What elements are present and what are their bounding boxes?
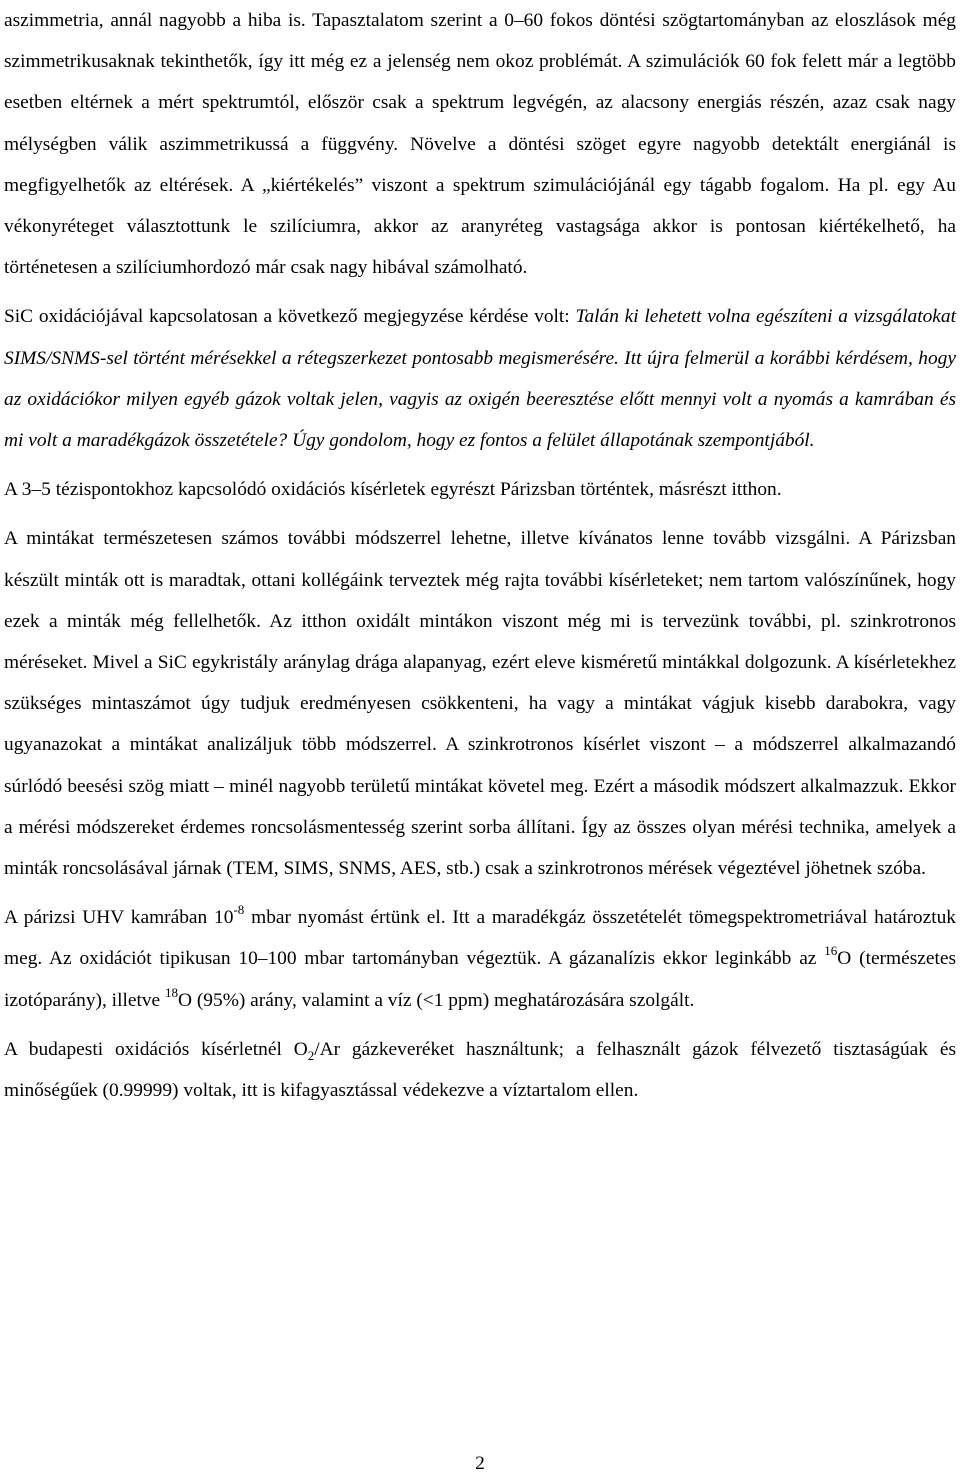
question-intro: SiC oxidációjával kapcsolatosan a következő megjegyzése kérdése volt:	[4, 306, 576, 328]
paragraph-rbs-asymmetry: aszimmetria, annál nagyobb a hiba is. Tapasztalatom szerint a 0–60 fokos döntési szögtartományban az eloszlások még szimmetrikusaknak tekinthetők, így itt még ez a jelenség nem okoz problémát. A szimulációk 60 fok felett már a legtöbb esetben eltérnek a mért spektrumtól, először csak a spektrum legvégén, az alacsony energiás részén, azaz csak nagy mélységben válik aszimmetrikussá a függvény. Növelve a döntési szöget egyre nagyobb detektált energiánál is megfigyelhetők az eltérések. A „kiértékelés” viszont a spektrum szimulációjánál egy tágabb fogalom. Ha pl. egy Au vékonyréteget választottunk le szilíciumra, akkor az aranyréteg vastagsága akkor is pontosan kiértékelhető, ha történetesen a szilíciumhordozó már csak nagy hibával számolható.	[4, 10, 956, 279]
text-run: /Ar gázkeveréket használtunk; a felhasznált gázok félvezető tisztaságúak és minőségűek (0.99999) voltak, itt is kifagyasztással védekezve a víztartalom ellen.	[4, 1038, 956, 1102]
pressure-exponent: -8	[233, 902, 245, 918]
paragraph-paris-uhv	[4, 897, 956, 1021]
paragraph-sic-oxidation-question	[4, 296, 956, 461]
text-run: A párizsi UHV kamrában 10	[4, 907, 234, 929]
paragraph-budapest-oxidation	[4, 1029, 956, 1111]
paragraph-thesis-points: A 3–5 tézispontokhoz kapcsolódó oxidációs kísérletek egyrészt Párizsban történtek, másrészt itthon.	[4, 479, 782, 501]
document-page	[4, 0, 956, 1111]
isotope-mass-16: 16	[824, 943, 838, 959]
text-run: O (természetes izotóparány), illetve	[4, 948, 957, 1011]
paragraph-further-methods: A mintákat természetesen számos további módszerrel lehetne, illetve kívánatos lenne tovább vizsgálni. A Párizsban készült minták ott is maradtak, ottani kollégáink terveztek még rajta további kísérleteket; nem tartom valószínűnek, hogy ezek a minták még fellelhetők. Az itthon oxidált mintákon viszont még mi is tervezünk további, pl. szinkrotronos méréseket. Mivel a SiC egykristály aránylag drága alapanyag, ezért eleve kisméretű mintákkal dolgozunk. A kísérletekhez szükséges mintaszámot úgy tudjuk eredményesen csökkenteni, ha vagy a mintákat vágjuk kisebb darabokra, vagy ugyanazokat a mintákat analizáljuk több módszerrel. A szinkrotronos kísérlet viszont – a módszerrel alkalmazandó súrlódó beesési szög miatt – minél nagyobb területű mintákat követel meg. Ezért a második módszert alkalmazzuk. Ekkor a mérési módszereket érdemes roncsolásmentesség szerint sorba állítani. Így az összes olyan mérési technika, amelyek a minták roncsolásával járnak (TEM, SIMS, SNMS, AES, stb.) csak a szinkrotronos mérések végeztével jöhetnek szóba.	[4, 528, 956, 880]
text-run: mbar nyomást értünk el. Itt a maradékgáz összetételét tömegspektrometriával határoztuk meg. Az oxidációt tipikusan 10–100 mbar tartományban végeztük. A gázanalízis ekkor leginkább az	[4, 907, 957, 970]
text-run: O (95%) arány, valamint a víz (<1 ppm) meghatározására szolgált.	[178, 989, 695, 1011]
isotope-mass-18: 18	[165, 984, 178, 1000]
page-number: 2	[475, 1453, 485, 1474]
quoted-reviewer-question: Talán ki lehetett volna egészíteni a vizsgálatokat SIMS/SNMS-sel történt mérésekkel a rétegszerkezet pontosabb megismerésére. Itt újra felmerül a korábbi kérdésem, hogy az oxidációkor milyen egyéb gázok voltak jelen, vagyis az oxigén beeresztése előtt mennyi volt a nyomás a kamrában és mi volt a maradékgázok összetétele? Úgy gondolom, hogy ez fontos a felület állapotának szempontjából.	[4, 306, 956, 452]
oxygen-subscript: 2	[307, 1047, 315, 1063]
text-run: A budapesti oxidációs kísérletnél O	[4, 1038, 308, 1060]
